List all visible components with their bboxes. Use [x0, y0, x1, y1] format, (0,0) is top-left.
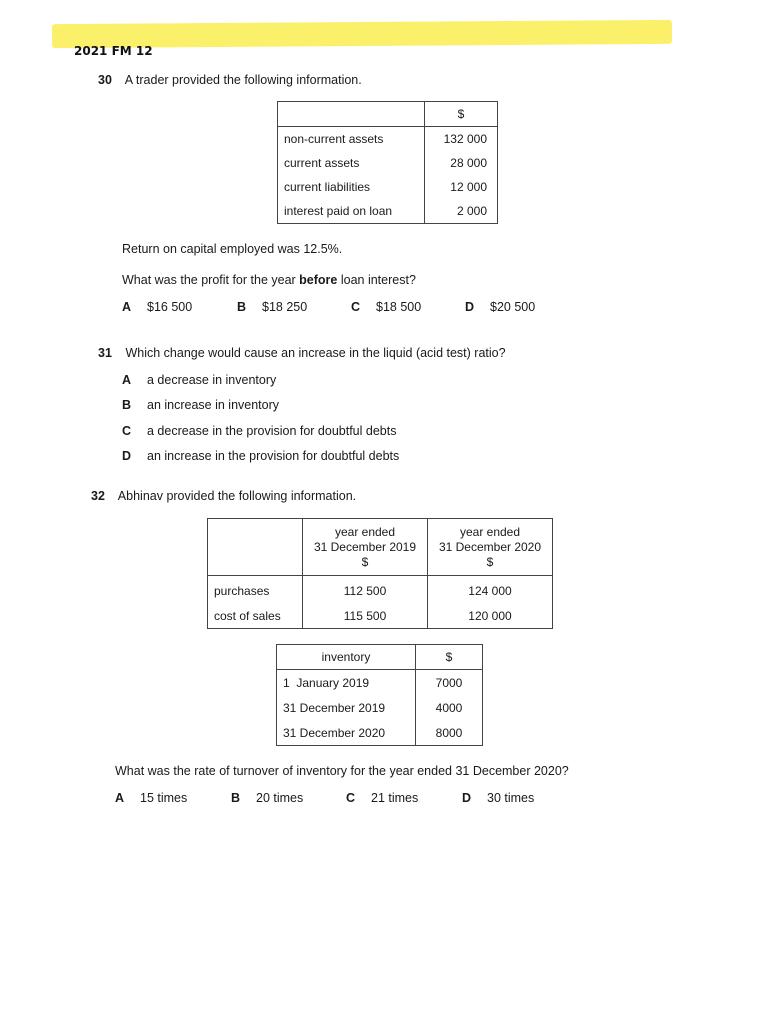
row-value: 7000: [416, 670, 483, 696]
q31-option-b[interactable]: [122, 398, 279, 412]
table-row: [208, 603, 553, 629]
q32-table1-header-2020: [428, 519, 553, 576]
option-text: $18 500: [376, 300, 422, 314]
table-row: [208, 576, 553, 604]
option-d[interactable]: [465, 300, 535, 314]
option-letter: C: [122, 424, 132, 438]
table-row: [278, 199, 498, 224]
option-c[interactable]: [346, 791, 418, 805]
option-text: $18 250: [262, 300, 308, 314]
q31-number: 31: [98, 346, 112, 360]
q32-stem-line: [91, 489, 356, 503]
option-text: an increase in inventory: [147, 398, 280, 412]
option-b[interactable]: [237, 300, 307, 314]
q30-table-currency: $: [425, 102, 498, 127]
q30-row-label: current assets: [278, 151, 425, 175]
header-line: year ended: [334, 524, 396, 539]
option-letter: B: [237, 300, 247, 314]
option-text: a decrease in the provision for doubtful debts: [147, 424, 397, 438]
row-value: 8000: [416, 720, 483, 746]
row-label: 1 January 2019: [277, 670, 416, 696]
row-value: 4000: [416, 695, 483, 720]
q30-row-label: current liabilities: [278, 175, 425, 199]
q32-table-purchases: [207, 518, 553, 629]
option-letter: C: [346, 791, 356, 805]
option-b[interactable]: [231, 791, 303, 805]
option-a[interactable]: [115, 791, 187, 805]
option-a[interactable]: [122, 300, 192, 314]
q30-statement: Return on capital employed was 12.5%.: [122, 242, 343, 256]
q32-table-inventory: [276, 644, 483, 746]
q32-table1-header-blank: [208, 519, 303, 576]
option-text: 30 times: [487, 791, 535, 805]
header-line: $: [361, 554, 369, 569]
header-line: 31 December 2019: [313, 539, 417, 554]
q30-row-value: 2 000: [425, 199, 498, 224]
option-letter: D: [465, 300, 475, 314]
option-letter: A: [122, 373, 132, 387]
option-letter: D: [462, 791, 472, 805]
option-text: $16 500: [147, 300, 193, 314]
table-row: [277, 695, 483, 720]
table-row: [278, 175, 498, 199]
inventory-header: inventory: [277, 645, 416, 670]
option-letter: A: [122, 300, 132, 314]
page-header: 2021 FM 12: [74, 44, 153, 58]
q31-option-c[interactable]: [122, 424, 396, 438]
q30-row-value: 132 000: [425, 127, 498, 152]
row-value: 112 500: [303, 576, 428, 604]
option-text: $20 500: [490, 300, 536, 314]
table-row: [278, 151, 498, 175]
q30-table-header-blank: [278, 102, 425, 127]
q30-number: 30: [98, 73, 112, 87]
q31-stem-line: [98, 346, 506, 360]
inventory-currency: $: [416, 645, 483, 670]
row-label: cost of sales: [208, 603, 303, 629]
row-value: 115 500: [303, 603, 428, 629]
option-text: 21 times: [371, 791, 419, 805]
q31-option-a[interactable]: [122, 373, 276, 387]
option-c[interactable]: [351, 300, 421, 314]
q30-stem-line: [98, 73, 362, 87]
q32-question: What was the rate of turnover of inventory for the year ended 31 December 2020?: [115, 764, 569, 778]
q30-question: [122, 273, 416, 287]
option-d[interactable]: [462, 791, 534, 805]
option-text: 20 times: [256, 791, 304, 805]
row-value: 124 000: [428, 576, 553, 604]
option-text: an increase in the provision for doubtful debts: [147, 449, 400, 463]
q30-row-value: 28 000: [425, 151, 498, 175]
option-letter: C: [351, 300, 361, 314]
header-line: year ended: [459, 524, 521, 539]
row-label: 31 December 2020: [277, 720, 416, 746]
option-letter: A: [115, 791, 125, 805]
q30-row-label: non-current assets: [278, 127, 425, 152]
option-letter: B: [231, 791, 241, 805]
table-row: [277, 720, 483, 746]
q30-question-bold: before: [299, 273, 338, 287]
q32-table1-header-2019: [303, 519, 428, 576]
option-text: 15 times: [140, 791, 188, 805]
option-letter: B: [122, 398, 132, 412]
option-text: a decrease in inventory: [147, 373, 277, 387]
row-label: purchases: [208, 576, 303, 604]
q30-question-post: loan interest?: [337, 273, 416, 287]
q30-stem: A trader provided the following information.: [124, 73, 362, 87]
q31-stem: Which change would cause an increase in the liquid (acid test) ratio?: [125, 346, 506, 360]
q30-row-label: interest paid on loan: [278, 199, 425, 224]
q32-stem: Abhinav provided the following information.: [117, 489, 357, 503]
table-row: [278, 127, 498, 152]
q30-table: [277, 101, 498, 224]
row-label: 31 December 2019: [277, 695, 416, 720]
q31-option-d[interactable]: [122, 449, 399, 463]
row-value: 120 000: [428, 603, 553, 629]
q30-question-pre: What was the profit for the year: [122, 273, 300, 287]
header-line: $: [486, 554, 494, 569]
option-letter: D: [122, 449, 132, 463]
header-line: 31 December 2020: [438, 539, 542, 554]
q30-row-value: 12 000: [425, 175, 498, 199]
table-row: [277, 670, 483, 696]
q32-number: 32: [91, 489, 105, 503]
